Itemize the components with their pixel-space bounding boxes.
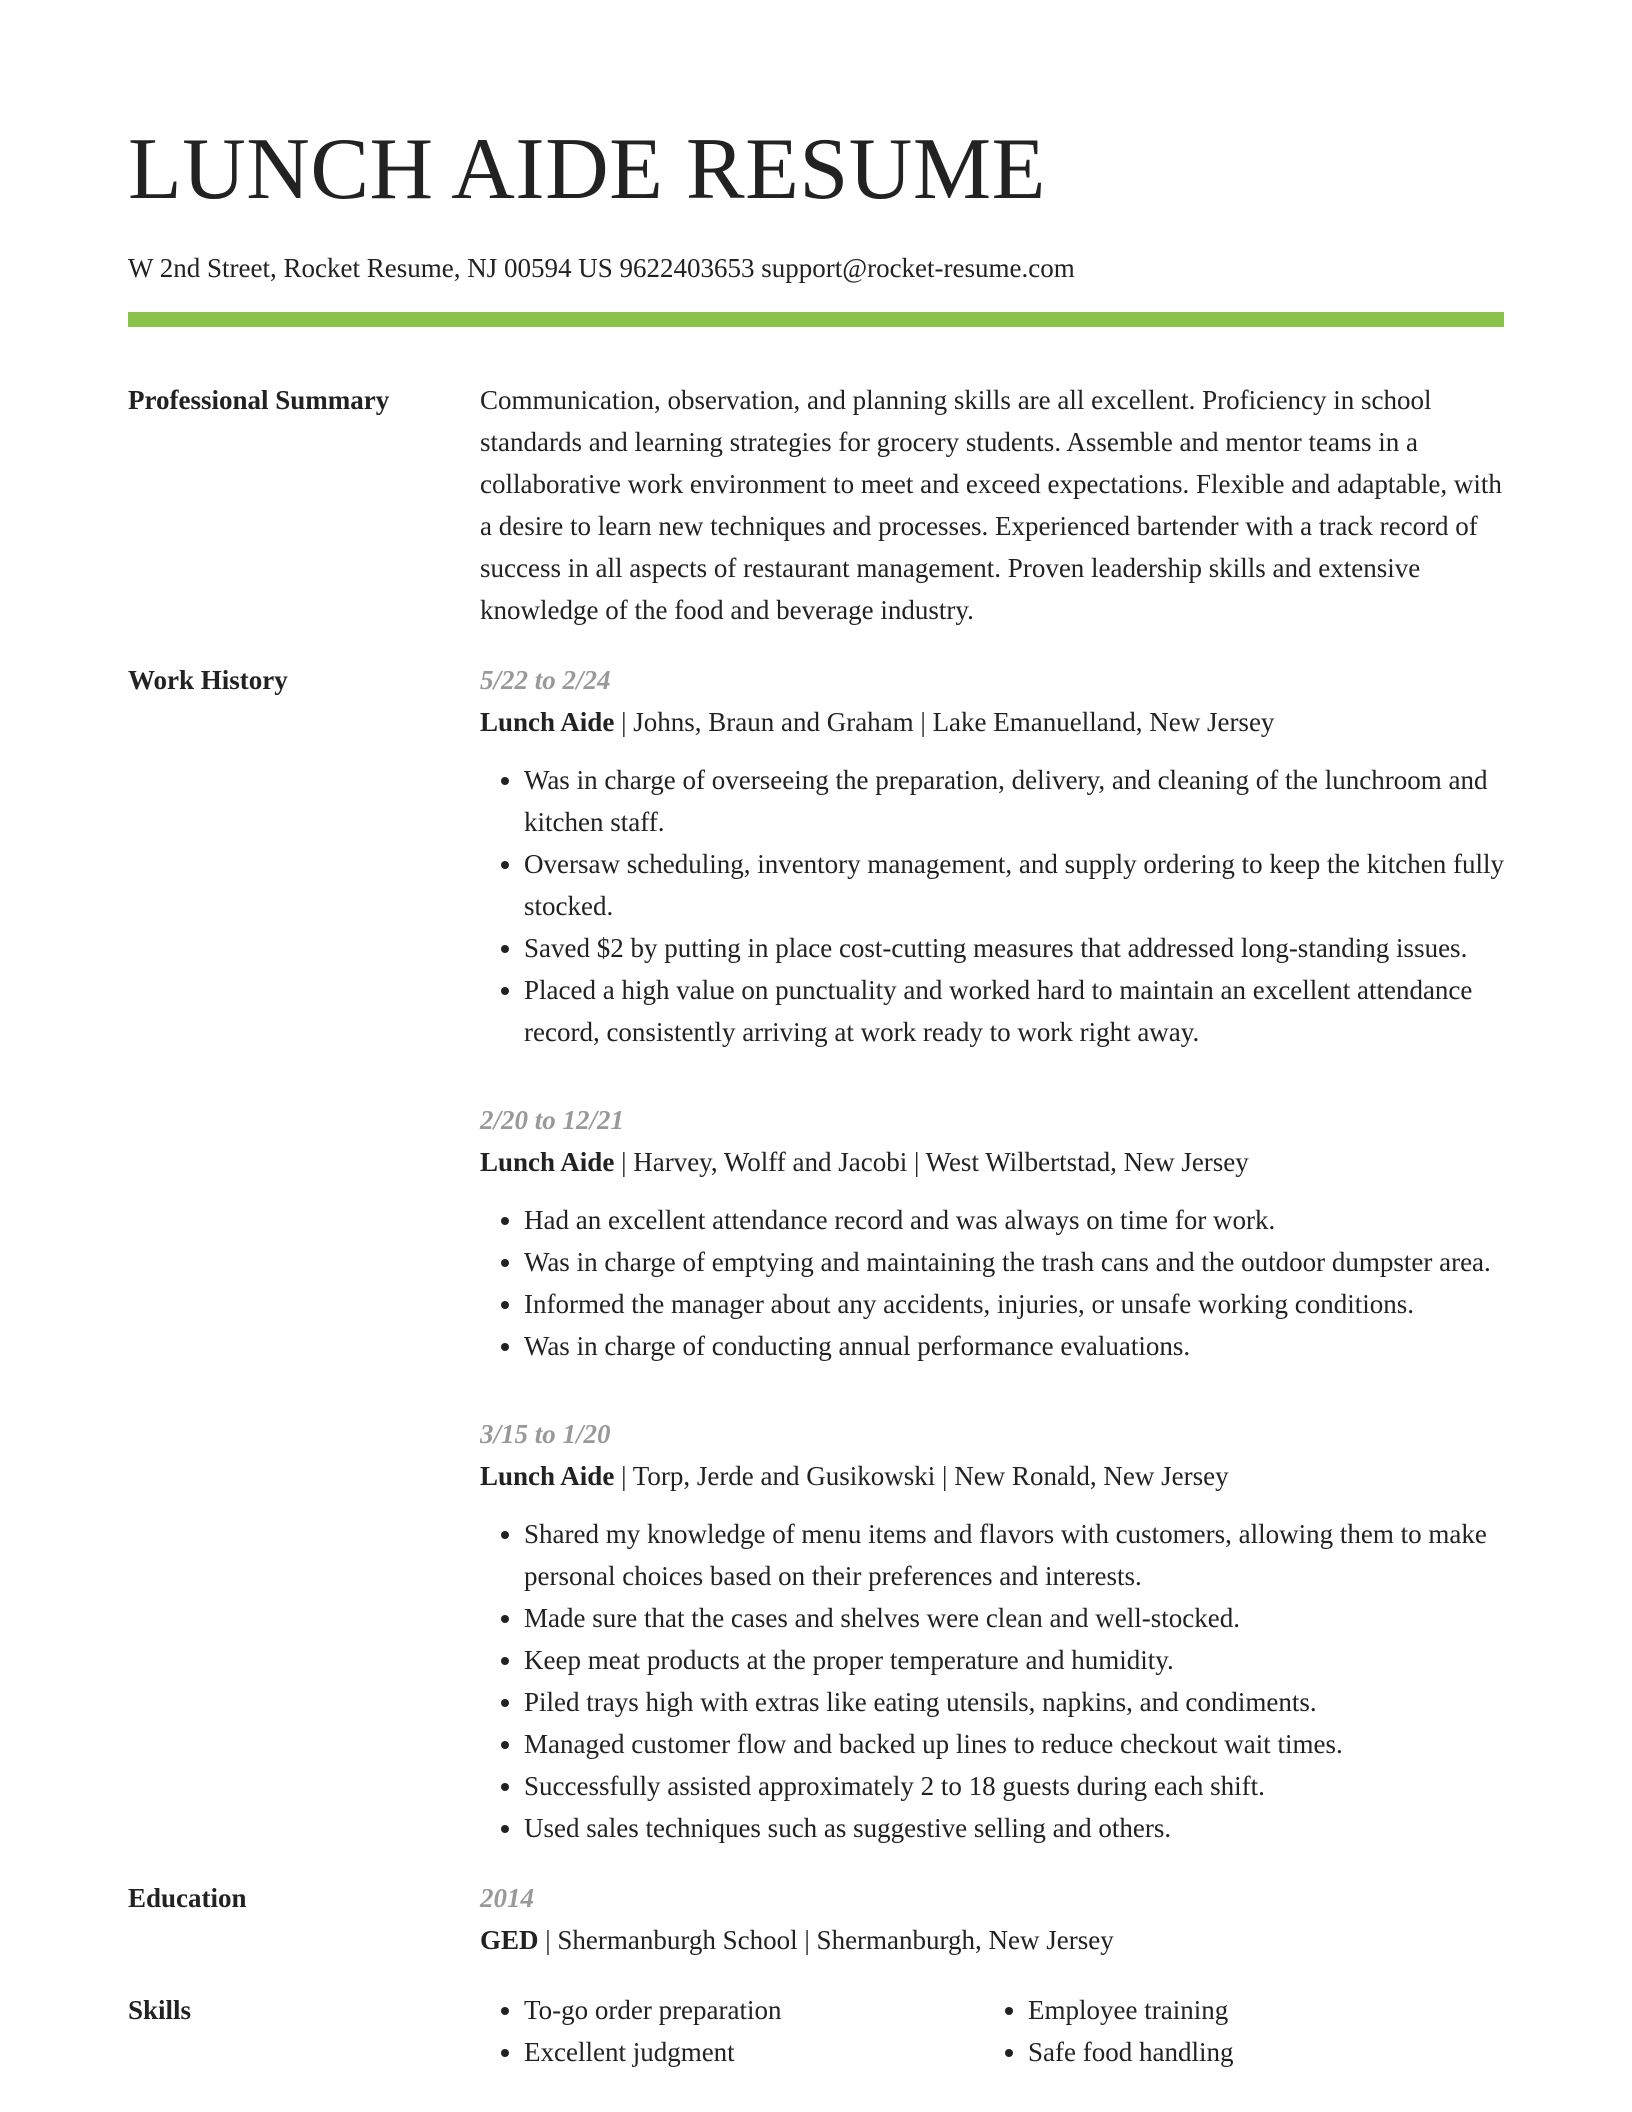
job-bullet: • Successfully assisted approximately 2 to 18 guests during each shift. [524,1765,1504,1807]
job-employer-location: | Torp, Jerde and Gusikowski | New Ronald, New Jersey [614,1461,1229,1491]
job-dates: 2/20 to 12/21 [480,1105,625,1135]
accent-divider [128,312,1504,327]
job-bullet: • Keep meat products at the proper temperature and humidity. [524,1639,1504,1681]
job-bullet: • Informed the manager about any accidents, injuries, or unsafe working conditions. [524,1283,1504,1325]
job-bullets [480,759,1504,1053]
job-employer-location: | Harvey, Wolff and Jacobi | West Wilbertstad, New Jersey [614,1147,1249,1177]
section-label-work-history: Work History [128,665,288,695]
job-bullet: • Was in charge of emptying and maintaining the trash cans and the outdoor dumpster area. [524,1241,1504,1283]
job-bullet: • Made sure that the cases and shelves were clean and well-stocked. [524,1597,1504,1639]
contact-line: W 2nd Street, Rocket Resume, NJ 00594 US 9622403653 support@rocket-resume.com [128,253,1075,283]
job-bullet: • Was in charge of overseeing the preparation, delivery, and cleaning of the lunchroom and kitchen staff. [524,759,1504,843]
education-school-location: | Shermanburgh School | Shermanburgh, New Jersey [538,1925,1114,1955]
job-dates: 3/15 to 1/20 [480,1419,611,1449]
job-title-line [480,1455,1504,1497]
education-degree: GED [480,1925,539,1955]
job-bullet: • Managed customer flow and backed up lines to reduce checkout wait times. [524,1723,1504,1765]
job-employer-location: | Johns, Braun and Graham | Lake Emanuelland, New Jersey [614,707,1275,737]
skills-body [480,1989,1504,2073]
skills-column-1 [480,1989,984,2073]
job-bullet: • Used sales techniques such as suggestive selling and others. [524,1807,1504,1849]
summary-section [128,379,1504,631]
job-bullet: • Saved $2 by putting in place cost-cutting measures that addressed long-standing issues. [524,927,1504,969]
education-section [128,1877,1504,1961]
skill-item: • Employee training [1028,1989,1488,2031]
skill-item: • To-go order preparation [524,1989,984,2031]
job-title-line [480,701,1504,743]
skill-item: • Excellent judgment [524,2031,984,2073]
job-bullet: • Placed a high value on punctuality and worked hard to maintain an excellent attendance record, consistently arriving at work ready to work right away. [524,969,1504,1053]
job-entry [480,1099,1504,1367]
work-history-body [480,659,1504,1849]
resume-title: LUNCH AIDE RESUME [128,121,1046,218]
summary-text: Communication, observation, and planning skills are all excellent. Proficiency in school standards and learning strategies for grocery students. Assemble and mentor teams in a collaborative work environment to meet and exceed expectations. Flexible and adaptable, with a desire to learn new techniques and processes. Experienced bartender with a track record of success in all aspects of restaurant management. Proven leadership skills and extensive knowledge of the food and beverage industry. [480,385,1502,625]
section-label-summary: Professional Summary [128,385,390,415]
job-entry [480,659,1504,1053]
job-title: Lunch Aide [480,1461,615,1491]
education-line [480,1919,1504,1961]
education-body [480,1877,1504,1961]
skills-section [128,1989,1504,2073]
section-label-skills: Skills [128,1995,192,2025]
job-title: Lunch Aide [480,1147,615,1177]
skills-column-2 [984,1989,1488,2073]
job-bullets [480,1199,1504,1367]
job-bullet: • Had an excellent attendance record and was always on time for work. [524,1199,1504,1241]
job-dates: 5/22 to 2/24 [480,665,611,695]
job-bullets [480,1513,1504,1849]
work-history-section [128,659,1504,1849]
job-title: Lunch Aide [480,707,615,737]
job-bullet: • Oversaw scheduling, inventory management, and supply ordering to keep the kitchen fully stocked. [524,843,1504,927]
education-year: 2014 [480,1883,534,1913]
section-label-education: Education [128,1883,247,1913]
job-bullet: • Piled trays high with extras like eating utensils, napkins, and condiments. [524,1681,1504,1723]
job-bullet: • Was in charge of conducting annual performance evaluations. [524,1325,1504,1367]
skill-item: • Safe food handling [1028,2031,1488,2073]
job-entry [480,1413,1504,1849]
job-bullet: • Shared my knowledge of menu items and flavors with customers, allowing them to make personal choices based on their preferences and interests. [524,1513,1504,1597]
summary-body [480,379,1504,631]
job-title-line [480,1141,1504,1183]
